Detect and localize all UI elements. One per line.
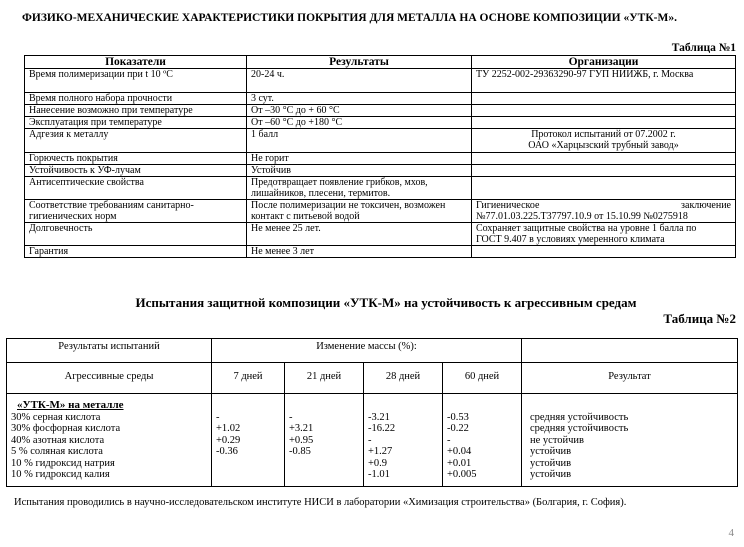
org-line: ОАО «Харцызский трубный завод» [528, 140, 679, 151]
result-cell: От –60 °С до +180 °С [247, 117, 472, 129]
table-row [25, 129, 736, 153]
table-row [25, 69, 736, 93]
param-cell: Гарантия [25, 246, 247, 258]
param-cell: Горючесть покрытия [25, 153, 247, 165]
header-results: Результаты [247, 56, 472, 69]
org-line: ГОСТ 9.407 в условиях умеренного климата [476, 234, 665, 245]
value-cell: - [216, 411, 220, 423]
org-cell [472, 117, 736, 129]
day-7-column [212, 394, 285, 487]
org-cell [472, 165, 736, 177]
result-cell: 1 балл [247, 129, 472, 153]
header-result: Результат [522, 363, 738, 394]
result-cell: средняя устойчивость [530, 423, 629, 434]
org-cell [472, 177, 736, 200]
medium-name: 30% фосфорная кислота [11, 423, 121, 434]
value-cell [216, 469, 280, 481]
table-row [25, 117, 736, 129]
result-cell: устойчив [530, 446, 572, 457]
org-cell [472, 200, 736, 223]
result-cell: От –30 °С до + 60 °С [247, 105, 472, 117]
header-organizations: Организации [472, 56, 736, 69]
spacer [368, 400, 438, 412]
org-cell [472, 246, 736, 258]
value-cell: -0.53 [447, 411, 469, 423]
table-row [25, 153, 736, 165]
param-cell: Устойчивость к УФ-лучам [25, 165, 247, 177]
document-title: ФИЗИКО-МЕХАНИЧЕСКИЕ ХАРАКТЕРИСТИКИ ПОКРЫТИЯ ДЛЯ МЕТАЛЛА НА ОСНОВЕ КОМПОЗИЦИИ «УТК-М». [22, 12, 677, 24]
value-cell: +0.005 [447, 469, 477, 480]
result-cell: Устойчив [247, 165, 472, 177]
table-subheader-row [7, 363, 738, 394]
value-cell [289, 469, 359, 481]
table-1-label: Таблица №1 [671, 42, 736, 54]
param-cell: Нанесение возможно при температуре [25, 105, 247, 117]
org-cell [472, 129, 736, 153]
param-line: Соответствие требованиям санитарно- [29, 200, 194, 211]
org-cell [472, 153, 736, 165]
param-line: гигиенических норм [29, 211, 117, 222]
result-cell: устойчив [530, 469, 572, 480]
footnote: Испытания проводились в научно-исследовательском институте НИСИ в лаборатории «Химизация строительства» (Болгария, г. София). [14, 497, 627, 508]
org-cell [472, 223, 736, 246]
spacer [216, 400, 280, 412]
value-cell: +3.21 [289, 423, 314, 434]
table-2-label: Таблица №2 [663, 311, 736, 326]
result-line: лишайников, плесени, термитов. [251, 188, 391, 199]
result-line: После полимеризации не токсичен, возможен [251, 200, 446, 211]
param-cell: Эксплуатация при температуре [25, 117, 247, 129]
param-cell: Время полного набора прочности [25, 93, 247, 105]
value-cell: -0.36 [216, 446, 238, 457]
value-cell: -0.22 [447, 423, 469, 434]
header-60-days: 60 дней [443, 363, 522, 394]
spacer [447, 400, 517, 412]
result-cell: Не менее 3 лет [247, 246, 472, 258]
param-cell: Долговечность [25, 223, 247, 246]
org-line: Гигиеническое заключение [476, 200, 731, 211]
value-cell: +0.01 [447, 457, 472, 469]
value-cell: +1.02 [216, 423, 241, 434]
header-test-results: Результаты испытаний [7, 339, 212, 363]
properties-table [24, 55, 736, 258]
header-mass-change: Изменение массы (%): [212, 339, 522, 363]
page-number: 4 [728, 527, 734, 539]
header-28-days: 28 дней [364, 363, 443, 394]
result-line: Предотвращает появление грибков, мхов, [251, 177, 428, 188]
group-label: «УТК-М» на металле [17, 399, 124, 411]
value-cell: - [289, 411, 293, 423]
org-cell [472, 105, 736, 117]
aggressive-media-table [6, 338, 738, 487]
result-cell: не устойчив [530, 434, 584, 446]
value-cell: +1.27 [368, 446, 393, 457]
org-line: Протокол испытаний от 07.2002 г. [531, 129, 676, 140]
value-cell [289, 458, 359, 470]
header-indicators: Показатели [25, 56, 247, 69]
media-column [7, 394, 212, 487]
day-21-column [285, 394, 364, 487]
org-line: №77.01.03.225.Т37797.10.9 от 15.10.99 №0275918 [476, 211, 688, 222]
value-cell: +0.04 [447, 446, 472, 457]
value-cell: - [447, 434, 451, 446]
table-2-title: Испытания защитной композиции «УТК-М» на устойчивость к агрессивным средам [135, 295, 637, 310]
medium-name: 10 % гидроксид натрия [11, 457, 115, 469]
value-cell: -0.85 [289, 446, 311, 457]
result-cell: Не менее 25 лет. [247, 223, 472, 246]
table-body-row [7, 394, 738, 487]
value-cell: +0.9 [368, 457, 388, 469]
result-cell: устойчив [530, 457, 572, 469]
value-cell: -3.21 [368, 411, 390, 423]
value-cell: -16.22 [368, 423, 396, 434]
result-column [522, 394, 738, 487]
day-60-column [443, 394, 522, 487]
table-row [25, 165, 736, 177]
value-cell [216, 458, 280, 470]
org-cell [472, 93, 736, 105]
header-21-days: 21 дней [285, 363, 364, 394]
spacer [530, 400, 733, 412]
param-cell: Антисептические свойства [25, 177, 247, 200]
table-row [25, 246, 736, 258]
param-cell [25, 200, 247, 223]
header-empty [522, 339, 738, 363]
table-header-row [25, 56, 736, 69]
medium-name: 30% серная кислота [11, 411, 101, 423]
value-cell: +0.29 [216, 434, 241, 446]
result-cell [247, 177, 472, 200]
table-header-row [7, 339, 738, 363]
table-row [25, 223, 736, 246]
table-row [25, 105, 736, 117]
org-line: Сохраняет защитные свойства на уровне 1 балла по [476, 223, 697, 234]
medium-name: 10 % гидроксид калия [11, 469, 110, 480]
medium-name: 5 % соляная кислота [11, 446, 103, 457]
param-cell: Адгезия к металлу [25, 129, 247, 153]
value-cell: - [368, 434, 372, 446]
spacer [289, 400, 359, 412]
result-cell: Не горит [247, 153, 472, 165]
day-28-column [364, 394, 443, 487]
medium-name: 40% азотная кислота [11, 434, 105, 446]
table-row [25, 177, 736, 200]
org-cell: ТУ 2252-002-29363290-97 ГУП НИИЖБ, г. Москва [472, 69, 736, 93]
result-line: контакт с питьевой водой [251, 211, 360, 222]
result-cell: средняя устойчивость [530, 411, 629, 423]
value-cell: +0.95 [289, 434, 314, 446]
param-cell: Время полимеризации при t 10 ºС [25, 69, 247, 93]
header-7-days: 7 дней [212, 363, 285, 394]
result-cell: 20-24 ч. [247, 69, 472, 93]
table-row [25, 93, 736, 105]
result-cell [247, 200, 472, 223]
table-row [25, 200, 736, 223]
result-cell: 3 сут. [247, 93, 472, 105]
header-aggressive-media: Агрессивные среды [7, 363, 212, 394]
value-cell: -1.01 [368, 469, 390, 480]
